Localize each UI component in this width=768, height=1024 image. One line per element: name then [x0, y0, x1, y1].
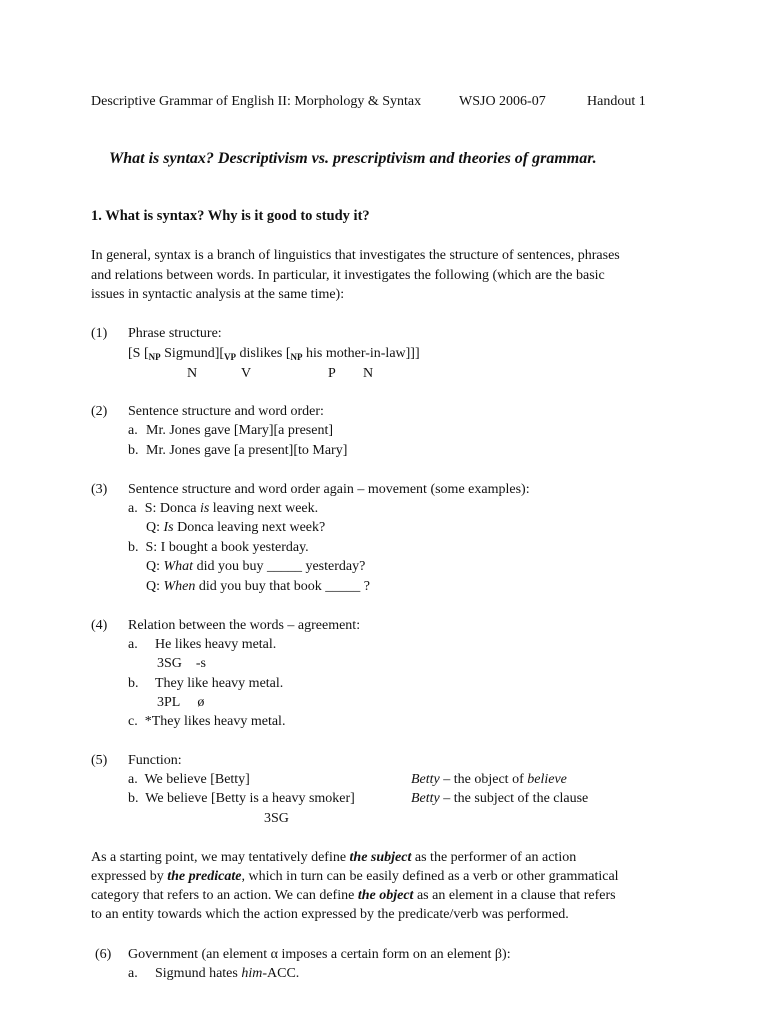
example-item-letter: b.: [128, 443, 139, 458]
example-item-text: a. S: Donca is leaving next week.: [128, 501, 319, 516]
header-term: WSJO 2006-07: [459, 94, 546, 109]
paragraph-line: to an entity towards which the action expressed by the predicate/verb was performed.: [91, 907, 569, 922]
vp-label: VP: [224, 352, 237, 362]
pos-tag: V: [241, 366, 252, 381]
example-item-text: c. *They likes heavy metal.: [128, 714, 286, 729]
example-item-text: b. We believe [Betty is a heavy smoker]: [128, 791, 355, 806]
section-heading: 1. What is syntax? Why is it good to study it?: [91, 208, 370, 224]
example-label: Relation between the words – agreement:: [128, 618, 361, 633]
np-label: NP: [290, 352, 303, 362]
page-title: What is syntax? Descriptivism vs. prescriptivism and theories of grammar.: [109, 150, 597, 167]
example-label: Phrase structure:: [128, 326, 222, 341]
example-item-text: He likes heavy metal.: [155, 637, 277, 652]
example-item-text: a. We believe [Betty]: [128, 772, 250, 787]
bracketed-structure: [S [$_{NP}$ $Sigmund][_{VP}$ dislikes [$_{NP}$ his mother-in-law]]]: [128, 346, 420, 362]
intro-line-1: In general, syntax is a branch of linguistics that investigates the structure of sentences, phrases: [91, 248, 620, 263]
example-item-text: b. S: I bought a book yesterday.: [128, 540, 309, 555]
pos-tag: P: [328, 366, 336, 381]
gloss: 3PL ø: [157, 695, 205, 710]
intro-line-2: and relations between words. In particular, it investigates the following (which are the basic: [91, 268, 605, 283]
example-label: Government (an element α imposes a certain form on an element β):: [128, 947, 511, 962]
example-item-text: Mr. Jones gave [a present][to Mary]: [146, 443, 348, 458]
example-number: (2): [91, 404, 108, 419]
example-number: (5): [91, 753, 108, 768]
gloss: 3SG: [264, 811, 289, 826]
example-note: Betty – the subject of the clause: [411, 791, 589, 806]
np-label: NP: [148, 352, 161, 362]
example-label: Sentence structure and word order:: [128, 404, 324, 419]
pos-tag: N: [363, 366, 374, 381]
example-note: Betty – the object of believe: [411, 772, 567, 787]
s-label: S: [132, 346, 141, 361]
intro-line-3: issues in syntactic analysis at the same time):: [91, 287, 345, 302]
example-number: (3): [91, 482, 108, 497]
example-number: (6): [95, 947, 112, 962]
example-number: (4): [91, 618, 108, 633]
example-item-text: Q: Is Donca leaving next week?: [146, 520, 326, 535]
example-item-text: Q: What did you buy _____ yesterday?: [146, 559, 366, 574]
example-number: (1): [91, 326, 108, 341]
paragraph-line: expressed by the predicate, which in turn can be easily defined as a verb or other grammatical: [91, 869, 619, 884]
example-item-letter: a.: [128, 637, 138, 652]
example-item-letter: a.: [128, 966, 138, 981]
example-item-text: Sigmund hates him-ACC.: [155, 966, 300, 981]
example-label: Function:: [128, 753, 182, 768]
paragraph-line: category that refers to an action. We can define the object as an element in a clause that refers: [91, 888, 616, 903]
example-item-text: They like heavy metal.: [155, 676, 284, 691]
example-item-letter: a.: [128, 423, 138, 438]
example-label: Sentence structure and word order again – movement (some examples):: [128, 482, 530, 497]
example-item-text: Q: When did you buy that book _____ ?: [146, 579, 370, 594]
example-item-text: Mr. Jones gave [Mary][a present]: [146, 423, 333, 438]
pos-tag: N: [187, 366, 198, 381]
header-course: Descriptive Grammar of English II: Morphology & Syntax: [91, 94, 422, 109]
example-item-letter: b.: [128, 676, 139, 691]
gloss: 3SG -s: [157, 656, 207, 671]
header-handout: Handout 1: [587, 94, 646, 109]
paragraph-line: As a starting point, we may tentatively define the subject as the performer of an action: [91, 850, 577, 865]
